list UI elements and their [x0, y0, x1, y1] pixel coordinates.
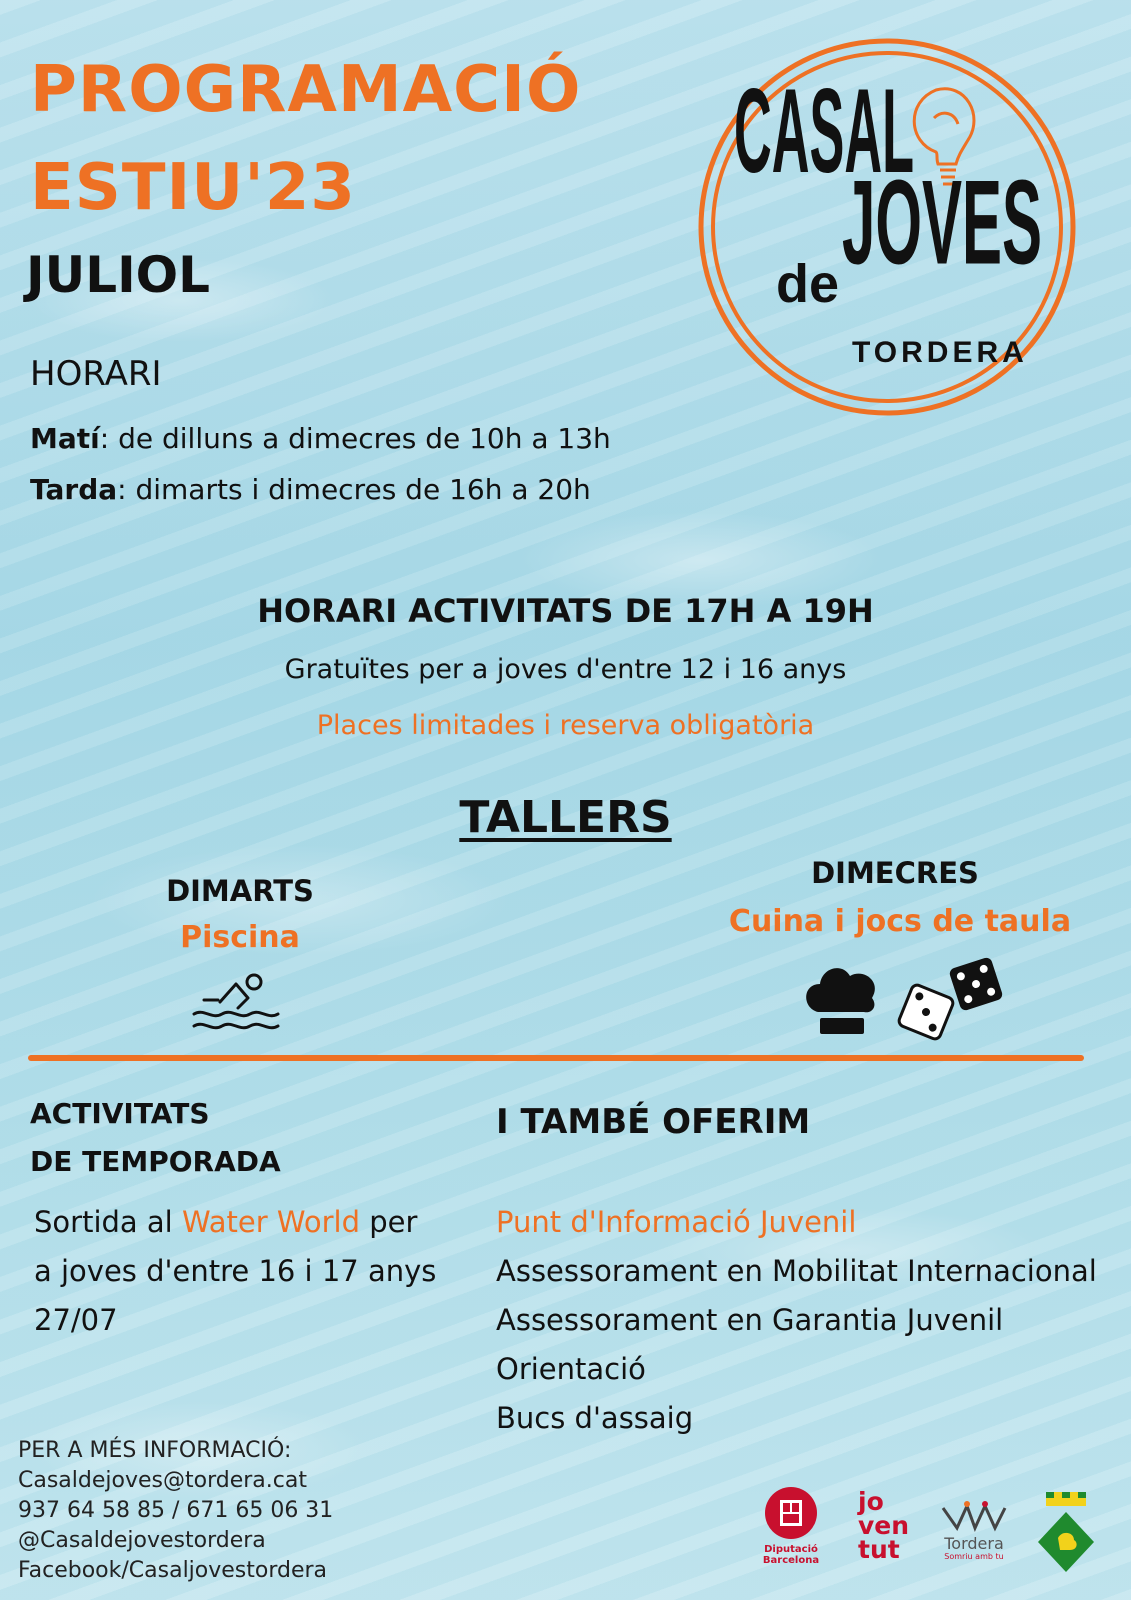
tordera-crest-logo — [1034, 1488, 1098, 1578]
morning-text: : de dilluns a dimecres de 10h a 13h — [99, 422, 611, 455]
morning-label: Matí — [30, 422, 100, 455]
tordera-figures-icon — [939, 1498, 1009, 1532]
season-line-1 — [34, 1198, 474, 1247]
contact-instagram[interactable]: @Casaldejovestordera — [18, 1528, 266, 1553]
joventut-part-2: ven — [858, 1511, 910, 1540]
contact-block — [18, 1436, 418, 1586]
tordera-name: Tordera — [944, 1534, 1004, 1553]
diputacio-line-2: Barcelona — [762, 1555, 820, 1566]
workshops-heading — [0, 792, 1131, 843]
logo-casal-text: CASAL — [734, 64, 914, 199]
afternoon-schedule — [30, 473, 591, 506]
contact-facebook[interactable]: Facebook/Casaljovestordera — [18, 1558, 328, 1583]
joventut-logo — [858, 1487, 918, 1564]
contact-email[interactable]: Casaldejoves@tordera.cat — [18, 1468, 307, 1493]
offers-list — [496, 1198, 1116, 1443]
season-heading — [30, 1090, 281, 1186]
season-line-2: a joves d'entre 16 i 17 anys — [34, 1254, 437, 1288]
title-line-1: PROGRAMACIÓ — [30, 53, 582, 127]
free-for-youth-text: Gratuïtes per a joves d'entre 12 i 16 anys — [284, 654, 847, 685]
logo-joves-text: JOVES — [842, 154, 1042, 290]
diputacio-line-1: Diputació — [764, 1544, 818, 1555]
wednesday-day: DIMECRES — [811, 856, 979, 890]
month-heading: JULIOL — [26, 246, 211, 304]
contact-heading: PER A MÉS INFORMACIÓ: — [18, 1438, 292, 1463]
season-text-pre: Sortida al — [34, 1205, 182, 1239]
season-activity-text — [34, 1198, 474, 1345]
offer-item: Orientació — [496, 1352, 646, 1386]
limited-places-text: Places limitades i reserva obligatòria — [316, 710, 815, 741]
contact-phones: 937 64 58 85 / 671 65 06 31 — [18, 1498, 334, 1523]
offers-heading: I TAMBÉ OFERIM — [496, 1102, 811, 1142]
diputacio-barcelona-logo — [756, 1486, 826, 1566]
joventut-part-3: tut — [858, 1535, 900, 1564]
schedule-heading: HORARI — [30, 354, 162, 394]
title-line-2: ESTIU'23 — [30, 151, 356, 225]
offer-item: Assessorament en Garantia Juvenil — [496, 1303, 1004, 1337]
wednesday-activity: Cuina i jocs de taula — [728, 904, 1072, 939]
activities-hours-heading: HORARI ACTIVITATS DE 17H A 19H — [257, 592, 874, 630]
season-text-post: per — [360, 1205, 418, 1239]
swimmer-icon — [190, 970, 290, 1040]
season-heading-line-2: DE TEMPORADA — [30, 1145, 281, 1178]
morning-schedule — [30, 422, 611, 455]
dice-icon — [896, 954, 1016, 1044]
workshops-heading-text: TALLERS — [459, 792, 672, 843]
tordera-somriu-logo — [934, 1498, 1014, 1562]
tordera-slogan: Somriu amb tu — [944, 1552, 1004, 1561]
offer-item: Assessorament en Mobilitat Internacional — [496, 1254, 1097, 1288]
season-heading-line-1: ACTIVITATS — [30, 1097, 210, 1130]
crest-icon — [1034, 1488, 1098, 1578]
afternoon-label: Tarda — [30, 473, 118, 506]
section-divider — [28, 1055, 1084, 1061]
diputacio-crest-icon — [764, 1486, 818, 1540]
season-date: 27/07 — [34, 1303, 118, 1337]
logo-de-text: de — [776, 254, 840, 314]
offer-item: Bucs d'assaig — [496, 1401, 694, 1435]
tuesday-day: DIMARTS — [166, 874, 314, 908]
logo-town-text: TORDERA — [852, 336, 1028, 369]
chef-hat-icon — [798, 958, 884, 1044]
casal-joves-logo — [692, 32, 1082, 422]
offer-item: Punt d'Informació Juvenil — [496, 1205, 857, 1239]
joventut-part-1: jo — [858, 1487, 884, 1516]
afternoon-text: : dimarts i dimecres de 16h a 20h — [117, 473, 591, 506]
tuesday-activity: Piscina — [180, 920, 300, 955]
water-world-highlight: Water World — [181, 1205, 361, 1239]
